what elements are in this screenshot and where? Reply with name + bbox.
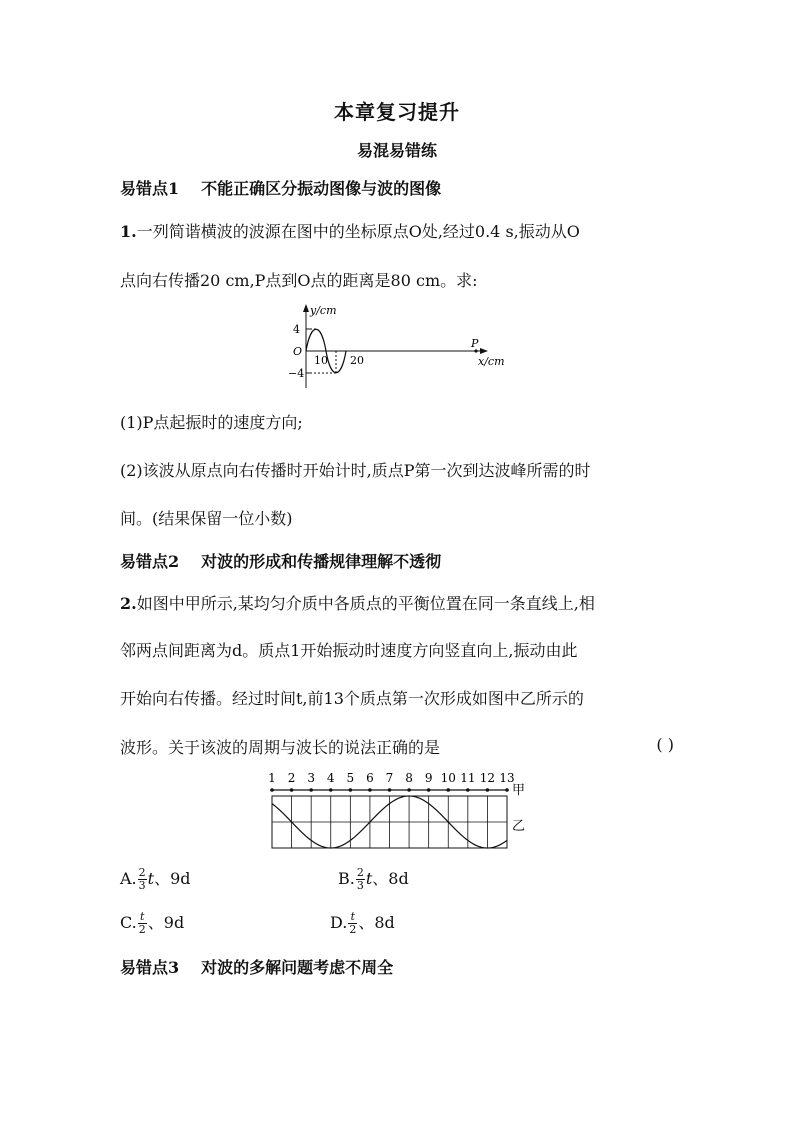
variable: t bbox=[147, 869, 155, 888]
point-number-label: 7 bbox=[385, 771, 394, 785]
medium-points-figure bbox=[258, 768, 538, 858]
q1-part2-line1: (2)该波从原点向右传播时开始计时,质点P第一次到达波峰所需的时 bbox=[120, 461, 591, 480]
point-number-label: 5 bbox=[346, 771, 355, 785]
medium-point-dot bbox=[290, 788, 294, 792]
question-number: 1. bbox=[120, 222, 137, 241]
medium-point-dot bbox=[466, 788, 470, 792]
section-number: 易错点2 bbox=[120, 552, 180, 571]
fraction bbox=[348, 911, 357, 936]
numerator: t bbox=[138, 911, 147, 924]
denominator: 2 bbox=[349, 923, 357, 936]
q1-text: 一列简谐横波的波源在图中的坐标原点O处,经过0.4 s,振动从O bbox=[136, 222, 580, 241]
medium-point-dot bbox=[349, 788, 353, 792]
fraction bbox=[138, 911, 147, 936]
point-number-label: 8 bbox=[405, 771, 413, 785]
wave-graph-figure bbox=[290, 300, 510, 395]
medium-point-dot bbox=[446, 788, 450, 792]
section-number: 易错点1 bbox=[120, 179, 180, 198]
point-number-label: 1 bbox=[268, 771, 276, 785]
y-tick-neg4: −4 bbox=[288, 367, 305, 380]
option-c[interactable] bbox=[120, 910, 184, 936]
section-text: 对波的多解问题考虑不周全 bbox=[201, 958, 394, 977]
option-d[interactable] bbox=[330, 910, 395, 936]
point-number-label: 3 bbox=[307, 771, 315, 785]
question-number: 2. bbox=[120, 594, 137, 613]
q2-line2: 邻两点间距离为d。质点1开始振动时速度方向竖直向上,振动由此 bbox=[120, 641, 578, 660]
point-number-label: 9 bbox=[424, 771, 433, 785]
option-rest: 、9d bbox=[154, 869, 191, 888]
fraction bbox=[356, 867, 365, 892]
fraction bbox=[138, 867, 147, 892]
q2-line3: 开始向右传播。经过时间t,前13个质点第一次形成如图中乙所示的 bbox=[120, 689, 584, 708]
numerator: 2 bbox=[356, 866, 364, 879]
page-title: 本章复习提升 bbox=[334, 100, 460, 124]
q1-line1 bbox=[120, 219, 580, 242]
medium-point-dot bbox=[407, 788, 411, 792]
point-number-label: 4 bbox=[326, 771, 335, 785]
page-subtitle: 易混易错练 bbox=[356, 141, 437, 160]
q2-line1 bbox=[120, 591, 595, 614]
option-a[interactable] bbox=[120, 866, 191, 892]
medium-point-dot bbox=[270, 788, 274, 792]
medium-point-dot bbox=[505, 788, 509, 792]
section-heading-2 bbox=[120, 549, 441, 572]
point-number-label: 6 bbox=[366, 771, 374, 785]
option-b[interactable] bbox=[338, 866, 409, 892]
x-axis-label: x/cm bbox=[478, 355, 505, 368]
variable: t bbox=[365, 869, 373, 888]
y-tick-4: 4 bbox=[293, 323, 300, 336]
medium-point-dot bbox=[368, 788, 372, 792]
q1-part2-line2: 间。(结果保留一位小数) bbox=[120, 509, 293, 528]
denominator: 3 bbox=[138, 879, 146, 892]
option-letter: B. bbox=[338, 869, 355, 888]
figure-label-a: 甲 bbox=[512, 783, 526, 798]
option-letter: A. bbox=[120, 869, 137, 888]
section-number: 易错点3 bbox=[120, 958, 180, 977]
denominator: 2 bbox=[138, 923, 146, 936]
medium-point-dot bbox=[486, 788, 490, 792]
option-letter: D. bbox=[330, 913, 348, 932]
q2-line4: 波形。关于该波的周期与波长的说法正确的是 bbox=[120, 738, 441, 757]
medium-point-dot bbox=[329, 788, 333, 792]
option-rest: 、8d bbox=[372, 869, 409, 888]
point-p-label: P bbox=[471, 337, 479, 350]
medium-point-dot bbox=[388, 788, 392, 792]
q1-line2: 点向右传播20 cm,P点到O点的距离是80 cm。求: bbox=[120, 271, 478, 290]
y-axis-label: y/cm bbox=[310, 304, 337, 317]
answer-bracket: ( ) bbox=[656, 735, 674, 754]
section-heading-3 bbox=[120, 955, 393, 978]
point-number-label: 13 bbox=[499, 771, 515, 785]
figure-label-b: 乙 bbox=[512, 819, 526, 834]
point-number-label: 11 bbox=[460, 771, 476, 785]
point-number-label: 12 bbox=[479, 771, 496, 785]
section-text: 不能正确区分振动图像与波的图像 bbox=[201, 179, 442, 198]
numerator: t bbox=[348, 911, 357, 924]
option-rest: 、8d bbox=[358, 913, 395, 932]
option-letter: C. bbox=[120, 913, 137, 932]
denominator: 3 bbox=[356, 879, 364, 892]
q2-text: 如图中甲所示,某均匀介质中各质点的平衡位置在同一条直线上,相 bbox=[136, 594, 595, 613]
medium-point-dot bbox=[427, 788, 431, 792]
origin-label: O bbox=[293, 345, 303, 358]
x-tick-20: 20 bbox=[350, 354, 364, 367]
point-number-label: 10 bbox=[440, 771, 456, 785]
section-text: 对波的形成和传播规律理解不透彻 bbox=[201, 552, 442, 571]
medium-point-dot bbox=[309, 788, 313, 792]
point-number-label: 2 bbox=[287, 771, 296, 785]
q1-part1: (1)P点起振时的速度方向; bbox=[120, 413, 303, 432]
numerator: 2 bbox=[138, 866, 146, 879]
x-tick-10: 10 bbox=[314, 354, 328, 367]
option-rest: 、9d bbox=[147, 913, 185, 932]
section-heading-1 bbox=[120, 176, 441, 199]
